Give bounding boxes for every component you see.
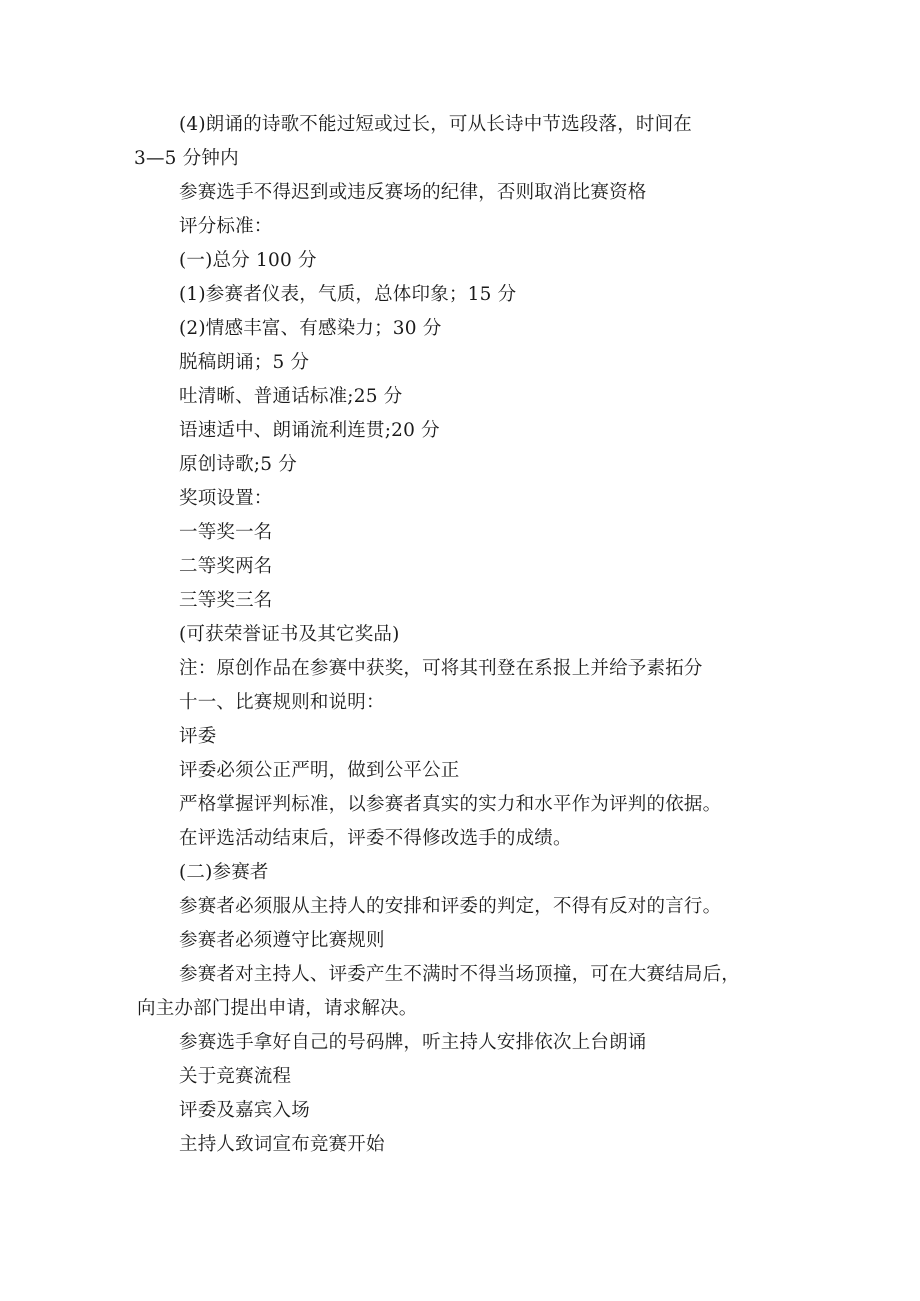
paragraph-line: 三等奖三名: [179, 590, 273, 611]
paragraph-line: 语速适中、朗诵流利连贯;20 分: [179, 420, 440, 441]
paragraph-line: 严格掌握评判标准，以参赛者真实的实力和水平作为评判的依据。: [179, 794, 722, 815]
paragraph-line: 吐清晰、普通话标准;25 分: [179, 386, 403, 407]
section-heading: 十一、比赛规则和说明：: [179, 692, 385, 713]
paragraph-line: 参赛者必须遵守比赛规则: [179, 930, 385, 951]
paragraph-line: 脱稿朗诵；5 分: [179, 352, 310, 373]
paragraph-line: 参赛者必须服从主持人的安排和评委的判定，不得有反对的言行。: [179, 896, 722, 917]
paragraph-line: (1)参赛者仪表，气质，总体印象；15 分: [179, 284, 517, 305]
paragraph-line: (2)情感丰富、有感染力；30 分: [179, 318, 442, 339]
paragraph-line: (4)朗诵的诗歌不能过短或过长，可从长诗中节选段落，时间在: [179, 114, 693, 135]
section-heading: 奖项设置：: [179, 488, 273, 509]
section-heading: 评分标准：: [179, 216, 273, 237]
paragraph-line: 3—5 分钟内: [134, 148, 239, 169]
paragraph-line: 评委必须公正严明，做到公平公正: [179, 760, 460, 781]
paragraph-line: 参赛选手不得迟到或违反赛场的纪律，否则取消比赛资格: [179, 182, 647, 203]
paragraph-line: 关于竞赛流程: [179, 1066, 292, 1087]
paragraph-line: 在评选活动结束后，评委不得修改选手的成绩。: [179, 828, 572, 849]
paragraph-line: 参赛者对主持人、评委产生不满时不得当场顶撞，可在大赛结局后，: [179, 964, 741, 985]
paragraph-line: (二)参赛者: [179, 862, 269, 883]
paragraph-line: 向主办部门提出申请，请求解决。: [137, 998, 418, 1019]
paragraph-line: (一)总分 100 分: [179, 250, 317, 271]
paragraph-line: 二等奖两名: [179, 556, 273, 577]
paragraph-line: 评委: [179, 726, 217, 747]
paragraph-line: 一等奖一名: [179, 522, 273, 543]
paragraph-line: 注：原创作品在参赛中获奖，可将其刊登在系报上并给予素拓分: [179, 658, 703, 679]
paragraph-line: (可获荣誉证书及其它奖品): [179, 624, 400, 645]
paragraph-line: 主持人致词宣布竞赛开始: [179, 1134, 385, 1155]
paragraph-line: 评委及嘉宾入场: [179, 1100, 310, 1121]
paragraph-line: 原创诗歌;5 分: [179, 454, 297, 475]
paragraph-line: 参赛选手拿好自己的号码牌，听主持人安排依次上台朗诵: [179, 1032, 647, 1053]
